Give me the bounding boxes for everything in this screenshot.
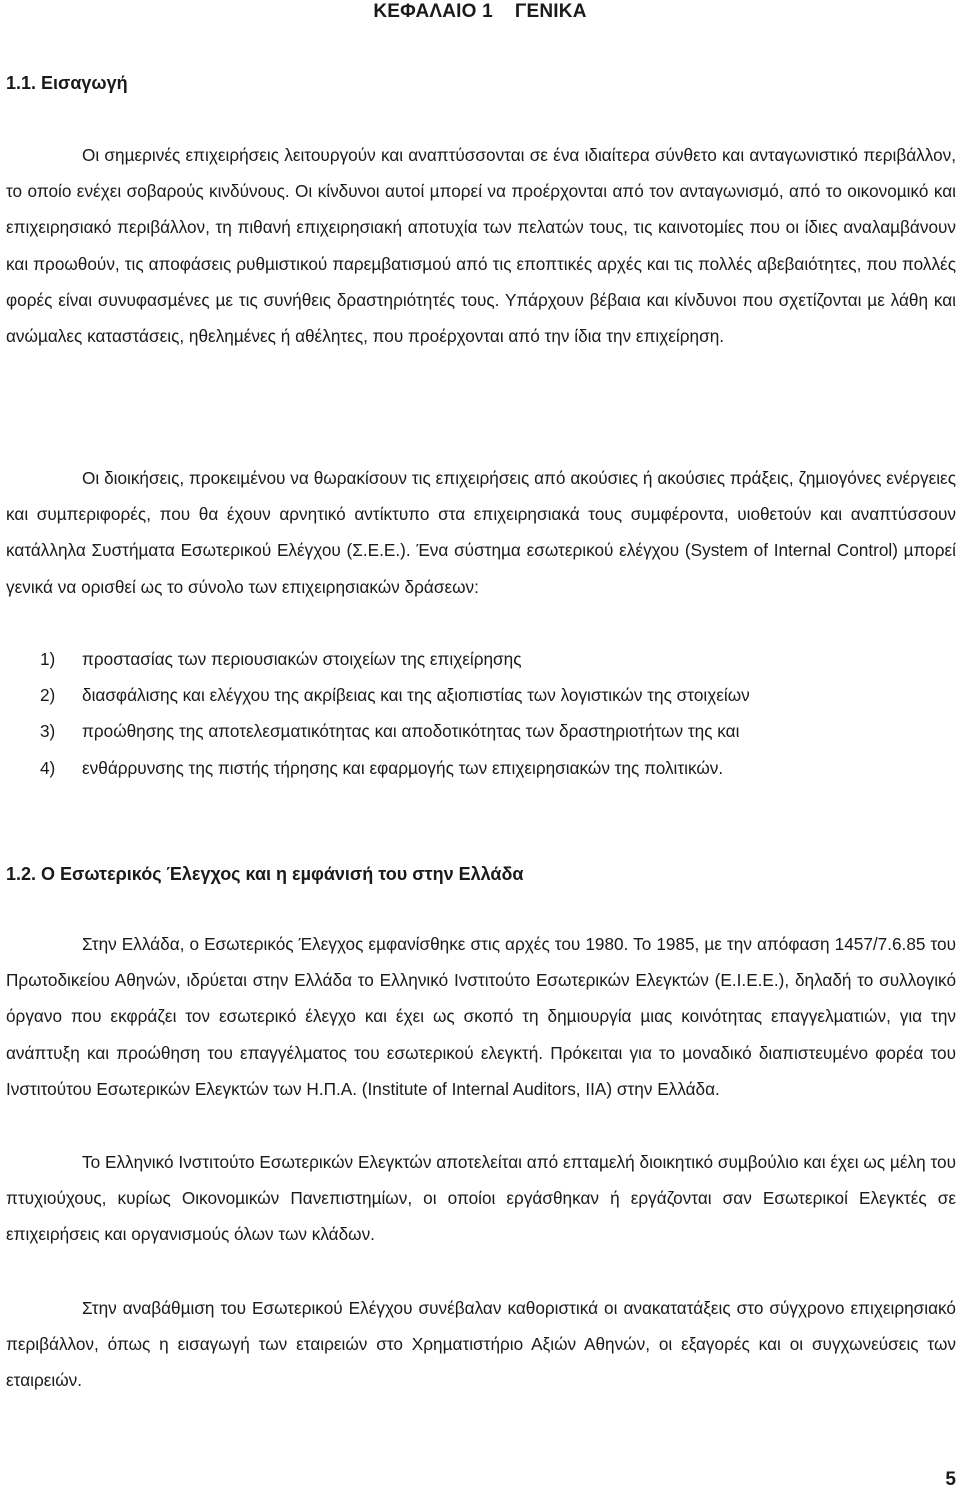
list-item-text: προστασίας των περιουσιακών στοιχείων της επιχείρησης [82, 649, 522, 669]
section-heading-introduction: 1.1. Εισαγωγή [6, 73, 128, 93]
list-item-number: 1) [40, 649, 56, 669]
section-heading-internal-audit-greece: 1.2. Ο Εσωτερικός Έλεγχος και η εµφάνισή του στην Ελλάδα [6, 864, 524, 884]
paragraph-upgrade-factors: Στην αναβάθµιση του Εσωτερικού Ελέγχου συνέβαλαν καθοριστικά οι ανακατατάξεις στο σύγχρονο επιχειρησιακό περιβάλλον, όπως η εισαγωγή των εταιρειών στο Χρηµατιστήριο Αξιών Αθηνών, οι εξαγορές και οι συγχωνεύσεις των εταιρειών. [6, 1298, 956, 1391]
list-item-number: 4) [40, 757, 56, 778]
list-item [6, 713, 956, 749]
list-item-text: προώθησης της αποτελεσµατικότητας και αποδοτικότητας των δραστηριοτήτων της και [82, 721, 740, 742]
paragraph-internal-control-systems: Οι διοικήσεις, προκειµένου να θωρακίσουν τις επιχειρήσεις από ακούσιες ή ακούσιες πράξεις, ζηµιογόνες ενέργειες και συµπεριφορές, που θα έχουν αρνητικό αντίκτυπο στα επιχειρησιακά τους συµφέροντα, υιοθετούν και αναπτύσσουν κατάλληλα Συστήµατα Εσωτερικού Ελέγχου (Σ.Ε.Ε.). Ένα σύστηµα εσωτερικού ελέγχου (System of Internal Control) µπορεί γενικά να ορισθεί ως το σύνολο των επιχειρησιακών δράσεων: [6, 468, 956, 597]
paragraph-business-risks: Οι σηµερινές επιχειρήσεις λειτουργούν και αναπτύσσονται σε ένα ιδιαίτερα σύνθετο και ανταγωνιστικό περιβάλλον, το οποίο ενέχει σοβαρούς κινδύνους. Οι κίνδυνοι αυτοί µπορεί να προέρχονται από τον ανταγωνισµό, από το οικονοµικό και επιχειρησιακό περιβάλλον, τη πιθανή επιχειρησιακή αποτυχία των πελατών τους, τις καινοτοµίες που οι ίδιες αναλαµβάνουν και προωθούν, τις αποφάσεις ρυθµιστικού παρεµβατισµού από τις εποπτικές αρχές και τις πολλές αβεβαιότητες, που πολλές φορές είναι συνυφασµένες µε τις συνήθεις δραστηριότητές τους. Υπάρχουν βέβαια και κίνδυνοι που σχετίζονται µε λάθη και ανώµαλες καταστάσεις, ηθεληµένες ή αθέλητες, που προέρχονται από την ίδια την επιχείρηση. [6, 145, 956, 347]
list-item [6, 641, 956, 677]
list-item-text: ενθάρρυνσης της πιστής τήρησης και εφαρµογής των επιχειρησιακών της πολιτικών. [82, 757, 724, 778]
paragraph-history-greece: Στην Ελλάδα, ο Εσωτερικός Έλεγχος εµφανίσθηκε στις αρχές του 1980. Το 1985, µε την απόφαση 1457/7.6.85 του Πρωτοδικείου Αθηνών, ιδρύεται στην Ελλάδα το Ελληνικό Ινστιτούτο Εσωτερικών Ελεγκτών (Ε.Ι.Ε.Ε.), δηλαδή το συλλογικό όργανο που εκφράζει τον εσωτερικό έλεγχο και έχει ως σκοπό τη δηµιουργία µιας κοινότητας επαγγελµατιών, για την ανάπτυξη και προώθηση του επαγγέλµατος του εσωτερικού ελεγκτή. Πρόκειται για το µοναδικό διαπιστευµένο φορέα του Ινστιτούτου Εσωτερικών Ελεγκτών των Η.Π.Α. (Institute of Internal Auditors, IIA) στην Ελλάδα. [6, 934, 956, 1099]
internal-control-objectives-list [6, 641, 956, 786]
page-number: 5 [945, 1469, 956, 1490]
list-item-number: 3) [40, 721, 56, 742]
chapter-title [0, 0, 960, 24]
chapter-label: ΚΕΦΑΛΑΙΟ 1 [373, 1, 493, 22]
paragraph-institute-board: Το Ελληνικό Ινστιτούτο Εσωτερικών Ελεγκτών αποτελείται από επταµελή διοικητικό συµβούλιο και έχει ως µέλη του πτυχιούχους, κυρίως Οικονοµικών Πανεπιστηµίων, οι οποίοι εργάσθηκαν ή εργάζονται σαν Εσωτερικοί Ελεγκτές σε επιχειρήσεις και οργανισµούς όλων των κλάδων. [6, 1152, 956, 1245]
chapter-name: ΓΕΝΙΚΑ [514, 1, 587, 22]
list-item [6, 750, 956, 786]
list-item-text: διασφάλισης και ελέγχου της ακρίβειας και της αξιοπιστίας των λογιστικών της στοιχείων [82, 685, 750, 706]
list-item [6, 677, 956, 713]
list-item-number: 2) [40, 685, 56, 706]
